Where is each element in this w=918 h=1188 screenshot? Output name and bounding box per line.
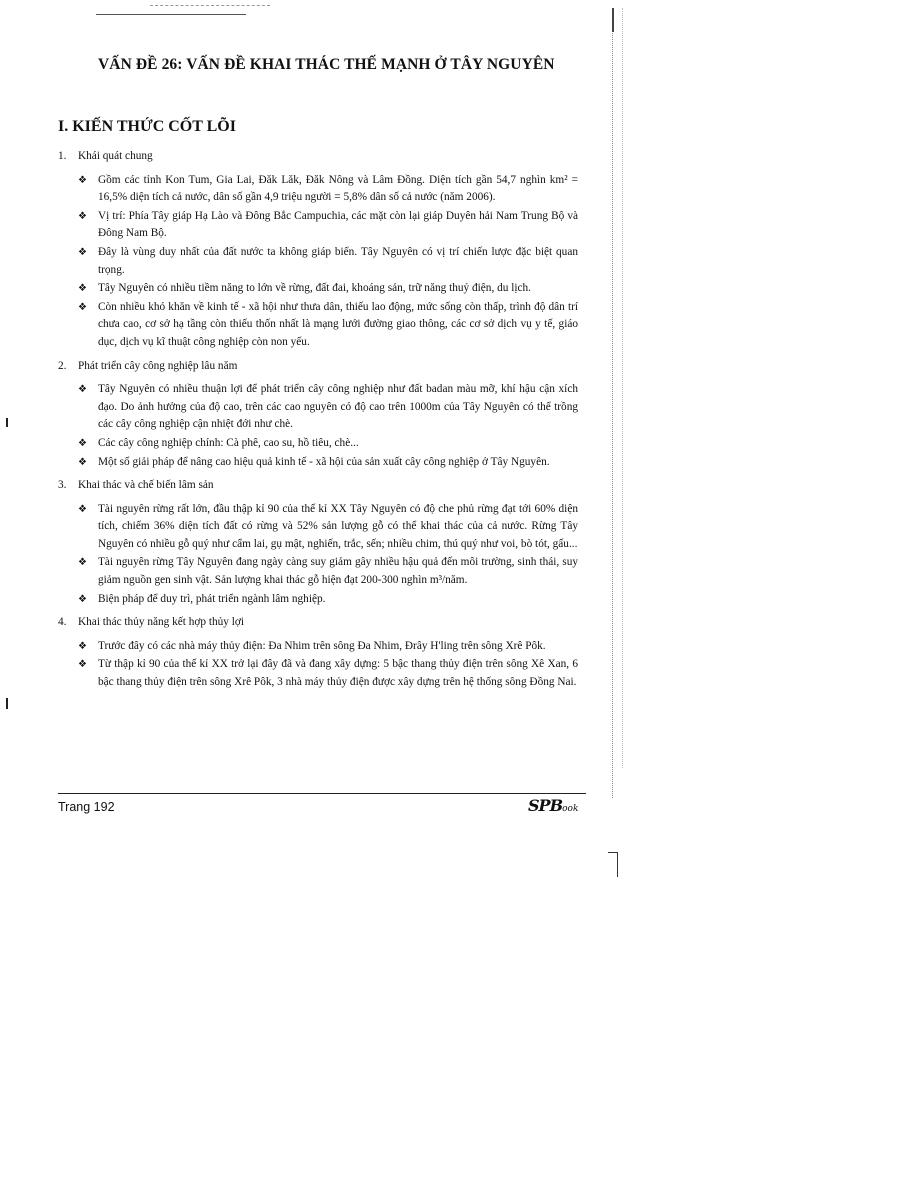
bullet-text: Tây Nguyên có nhiều tiềm năng to lớn về rừng, đất đai, khoáng sản, trữ năng thuỷ điện, du lịch. (98, 282, 531, 295)
subsection-title (58, 614, 578, 632)
subsection-number: 2. (58, 359, 67, 372)
bullet-list (58, 501, 578, 609)
bullet-text: Các cây công nghiệp chính: Cà phê, cao su, hồ tiêu, chè... (98, 436, 359, 449)
bullet-text: Trước đây có các nhà máy thủy điện: Đa Nhim trên sông Đa Nhim, Đrây H'ling trên sông Xrê Pôk. (98, 639, 546, 652)
subsection-title (58, 148, 578, 166)
scan-artifact-corner-mark (608, 852, 618, 877)
diamond-bullet-icon: ❖ (78, 640, 87, 652)
subsection-number: 4. (58, 616, 67, 629)
bullet-text: Một số giải pháp để nâng cao hiệu quả kinh tế - xã hội của sản xuất cây công nghiệp ở Tây Nguyên. (98, 455, 550, 468)
scan-artifact-right-mark (612, 8, 614, 32)
bullet-text: Từ thập kỉ 90 của thế kỉ XX trở lại đây đã và đang xây dựng: 5 bậc thang thủy điện trên sông Xê Xan, 6 bậc thang thủy điện trên sông Xrê Pôk, 3 nhà máy thủy điện được xây dựng trên hệ thống sông Đồng Nai. (98, 658, 578, 689)
subsection-label: Khai thác thủy năng kết hợp thủy lợi (78, 616, 244, 629)
subsection-number: 1. (58, 150, 67, 162)
subsection-label: Khái quát chung (78, 150, 153, 162)
subsection-title (58, 477, 578, 495)
list-item (58, 501, 578, 554)
page-title: VẤN ĐỀ 26: VẤN ĐỀ KHAI THÁC THẾ MẠNH Ở TÂY NGUYÊN (98, 56, 555, 73)
bullet-text: Vị trí: Phía Tây giáp Hạ Lào và Đông Bắc Campuchia, các mặt còn lại giáp Duyên hải Nam Trung Bộ và Đông Nam Bộ. (98, 209, 578, 240)
list-item (58, 280, 578, 298)
subsection (58, 148, 578, 352)
list-item (58, 172, 578, 207)
logo-small-text: ook (562, 804, 579, 814)
bullet-list (58, 638, 578, 692)
list-item (58, 656, 578, 691)
scan-artifact-dashed-line (150, 5, 270, 7)
diamond-bullet-icon: ❖ (78, 593, 87, 605)
list-item (58, 381, 578, 434)
page-number: Trang 192 (58, 800, 115, 814)
bullet-text: Tài nguyên rừng Tây Nguyên đang ngày càng suy giảm gây nhiều hậu quả đến môi trường, sinh thái, suy giảm nguồn gen sinh vật. Sản lượng khai thác gỗ hiện đạt 200-300 nghìn m³/năm. (98, 556, 578, 587)
subsection-title (58, 358, 578, 376)
scan-artifact-left-tick (6, 418, 8, 427)
scan-artifact-right-edge-faint (622, 8, 624, 768)
list-item (58, 638, 578, 656)
diamond-bullet-icon: ❖ (78, 301, 87, 313)
scan-artifact-line (96, 14, 246, 15)
diamond-bullet-icon: ❖ (78, 384, 87, 396)
bullet-list (58, 381, 578, 471)
diamond-bullet-icon: ❖ (78, 659, 87, 671)
diamond-bullet-icon: ❖ (78, 210, 87, 222)
bullet-text: Gồm các tỉnh Kon Tum, Gia Lai, Đăk Lăk, Đăk Nông và Lâm Đồng. Diện tích gần 54,7 nghìn km² = 16,5% diện tích cả nước, dân số gần 4,9 triệu người = 5,8% dân số cả nước (năm 2006). (98, 173, 578, 204)
diamond-bullet-icon: ❖ (78, 283, 87, 295)
list-item (58, 454, 578, 472)
scan-artifact-left-tick (6, 698, 8, 709)
list-item (58, 435, 578, 453)
list-item (58, 591, 578, 609)
footer-divider (58, 793, 586, 794)
bullet-text: Biện pháp để duy trì, phát triển ngành lâm nghiệp. (98, 592, 326, 605)
list-item (58, 208, 578, 243)
subsection (58, 358, 578, 472)
list-item (58, 299, 578, 352)
bullet-text: Tây Nguyên có nhiều thuận lợi để phát triển cây công nghiệp như đất badan màu mỡ, khí hậu cận xích đạo. Do ảnh hưởng của độ cao, trên các cao nguyên có độ cao trên 1000m của Tây Nguyên có thể trồng các cây công nghiệp cận nhiệt đới như chè. (98, 383, 578, 431)
bullet-text: Tài nguyên rừng rất lớn, đầu thập kỉ 90 của thế kỉ XX Tây Nguyên có độ che phủ rừng đạt tới 60% diện tích, chiếm 36% diện tích đất có rừng và 52% sản lượng gỗ có thể khai thác của cả nước. Rừng Tây Nguyên có nhiều gỗ quý như cẩm lai, gụ mật, nghiến, trắc, sến; nhiều chim, thú quý như voi, bò tót, gấu... (98, 502, 578, 550)
logo-main-text: SPB (528, 796, 563, 815)
content-body (58, 148, 578, 698)
subsection-label: Phát triển cây công nghiệp lâu năm (78, 359, 238, 372)
publisher-logo (528, 796, 578, 815)
bullet-text: Đây là vùng duy nhất của đất nước ta không giáp biển. Tây Nguyên có vị trí chiến lược đặc biệt quan trọng. (98, 245, 578, 276)
subsection-label: Khai thác và chế biến lâm sản (78, 479, 214, 492)
scan-artifact-right-edge (612, 8, 614, 798)
subsection (58, 477, 578, 608)
diamond-bullet-icon: ❖ (78, 557, 87, 569)
diamond-bullet-icon: ❖ (78, 246, 87, 258)
subsection-number: 3. (58, 479, 67, 492)
bullet-list (58, 172, 578, 352)
list-item (58, 244, 578, 279)
bullet-text: Còn nhiều khó khăn về kinh tế - xã hội như thưa dân, thiếu lao động, mức sống còn thấp, trình độ dân trí chưa cao, cơ sở hạ tầng còn thiếu thốn nhất là mạng lưới đường giao thông, các cơ sở dịch vụ y tế, giáo dục, dịch vụ kĩ thuật công nghiệp còn non yếu. (98, 300, 578, 348)
list-item (58, 554, 578, 589)
section-heading: I. KIẾN THỨC CỐT LÕI (58, 118, 236, 135)
diamond-bullet-icon: ❖ (78, 437, 87, 449)
diamond-bullet-icon: ❖ (78, 456, 87, 468)
diamond-bullet-icon: ❖ (78, 503, 87, 515)
diamond-bullet-icon: ❖ (78, 174, 87, 186)
subsection (58, 614, 578, 691)
